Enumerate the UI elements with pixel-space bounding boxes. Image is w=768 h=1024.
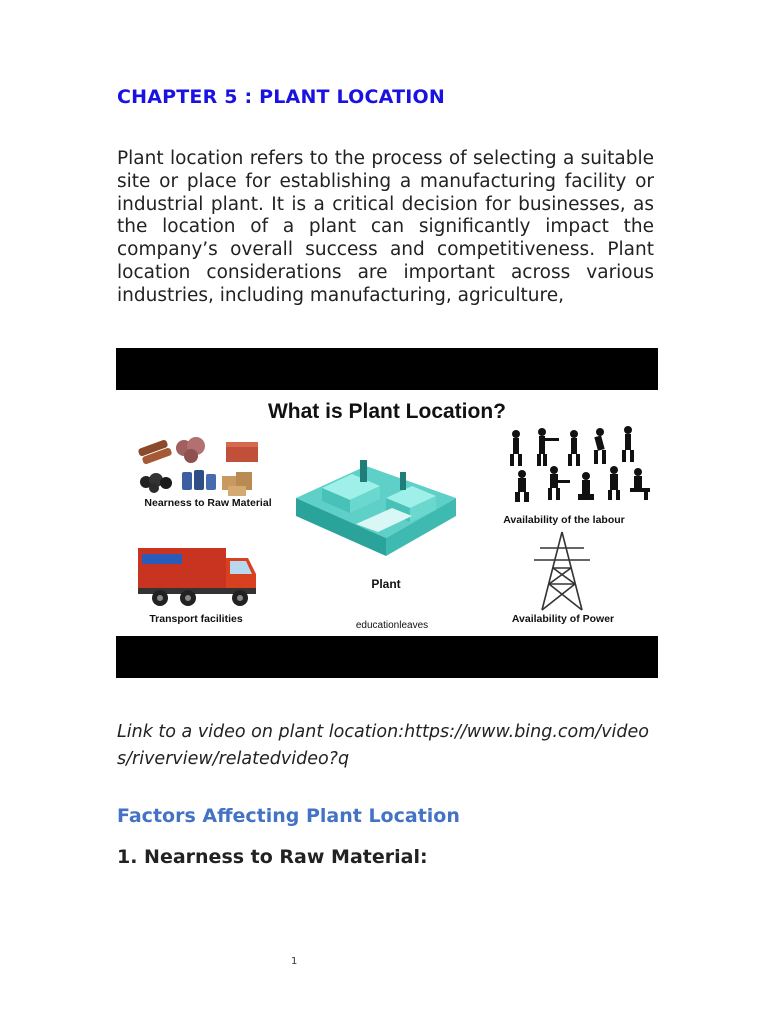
chapter-title: CHAPTER 5 : PLANT LOCATION (117, 86, 445, 108)
labour-label: Availability of the labour (503, 514, 625, 526)
raw-material-label: Nearness to Raw Material (144, 497, 272, 509)
section-heading: Factors Affecting Plant Location (117, 805, 460, 827)
plant-label: Plant (371, 577, 401, 591)
intro-paragraph: Plant location refers to the process of selecting a suitable site or place for establishing a manufacturing facility or industrial plant. It is a critical decision for businesses, as the location of a plant can significantly impact the company’s overall success and competitiveness. Plant location considerations are important across various industries, including manufacturing, agriculture, (117, 148, 654, 306)
video-link[interactable]: Link to a video on plant location:https://www.bing.com/videos/riverview/relatedvideo?q (117, 722, 649, 769)
transport-label: Transport facilities (149, 613, 243, 625)
page-number: 1 (291, 956, 298, 967)
watermark-label: educationleaves (355, 620, 429, 631)
plant-location-illustration (116, 348, 658, 678)
power-label: Availability of Power (511, 613, 615, 625)
figure-title: What is Plant Location? (267, 400, 507, 423)
video-thumbnail[interactable] (116, 348, 658, 678)
subheading-raw-material: 1. Nearness to Raw Material: (117, 846, 428, 868)
